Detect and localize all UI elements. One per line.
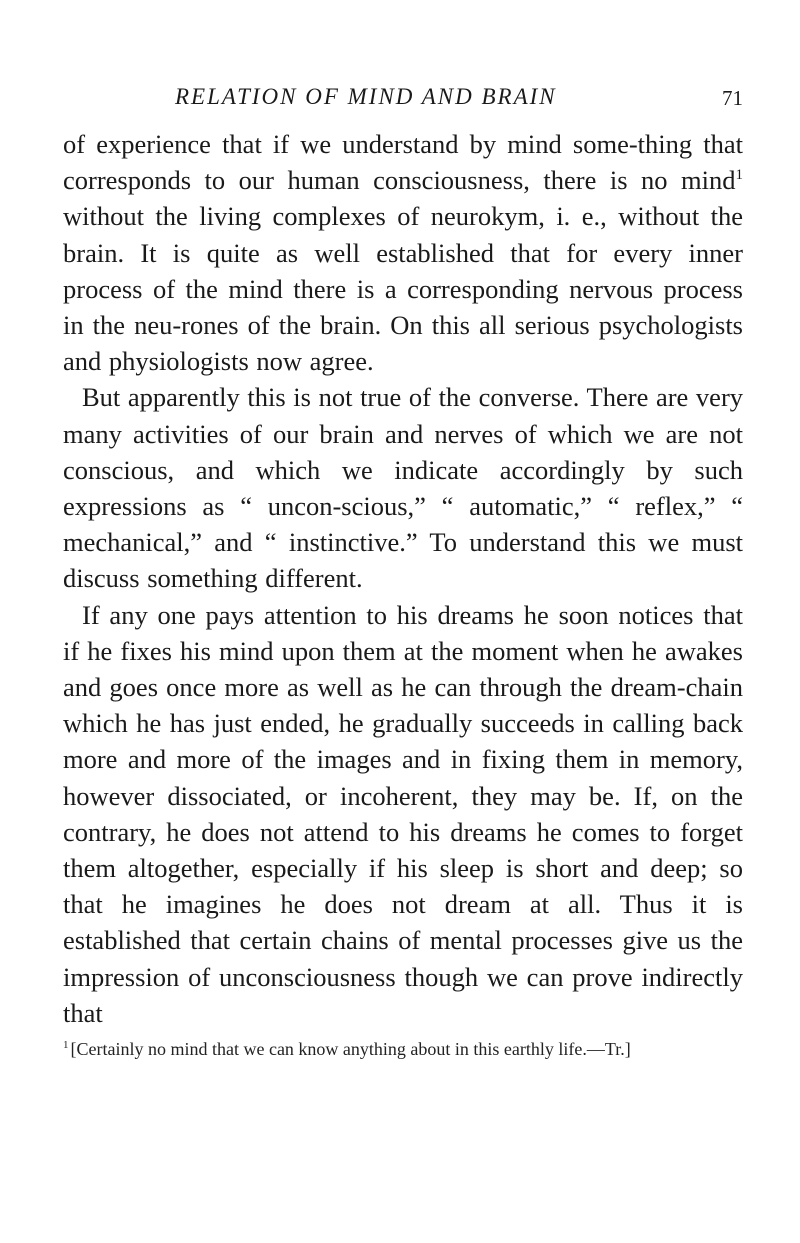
paragraph-1-text-start: of experience that if we understand by mind some-thing that corresponds to our human consciousness, there is no mind [63,129,743,196]
paragraph-1-text-end: without the living complexes of neurokym, i. e., without the brain. It is quite as well established that for every inner process of the mind there is a corresponding nervous process in the neu-rones of the brain. On this all serious psychologists and physiologists now agree. [63,201,743,377]
running-head [63,84,743,126]
paragraph-1 [63,126,743,379]
footnote-text: [Certainly no mind that we can know anything about in this earthly life.—Tr.] [70,1039,631,1060]
footnote-marker: 1 [63,1039,69,1052]
paragraph-3: If any one pays attention to his dreams he soon notices that if he fixes his mind upon them at the moment when he awakes and goes once more as well as he can through the dream-chain which he has just ended, he gradually succeeds in calling back more and more of the images and in fixing them in memory, however dissociated, or incoherent, they may be. If, on the contrary, he does not attend to his dreams he comes to forget them altogether, especially if his sleep is short and deep; so that he imagines he does not dream at all. Thus it is established that certain chains of mental processes give us the impression of unconsciousness though we can prove indirectly that [63,599,743,1028]
paragraph-2: But apparently this is not true of the converse. There are very many activities of our brain and nerves of which we are not conscious, and which we indicate accordingly by such expressions as “ uncon-scious,” “ automatic,” “ reflex,” “ mechanical,” and “ instinctive.” To understand this we must discuss something different. [63,382,744,594]
footnote [63,1037,743,1061]
running-head-title: RELATION OF MIND AND BRAIN [175,84,557,109]
page-number: 71 [722,86,743,110]
footnote-reference: 1 [735,167,743,184]
book-page [63,84,743,1061]
